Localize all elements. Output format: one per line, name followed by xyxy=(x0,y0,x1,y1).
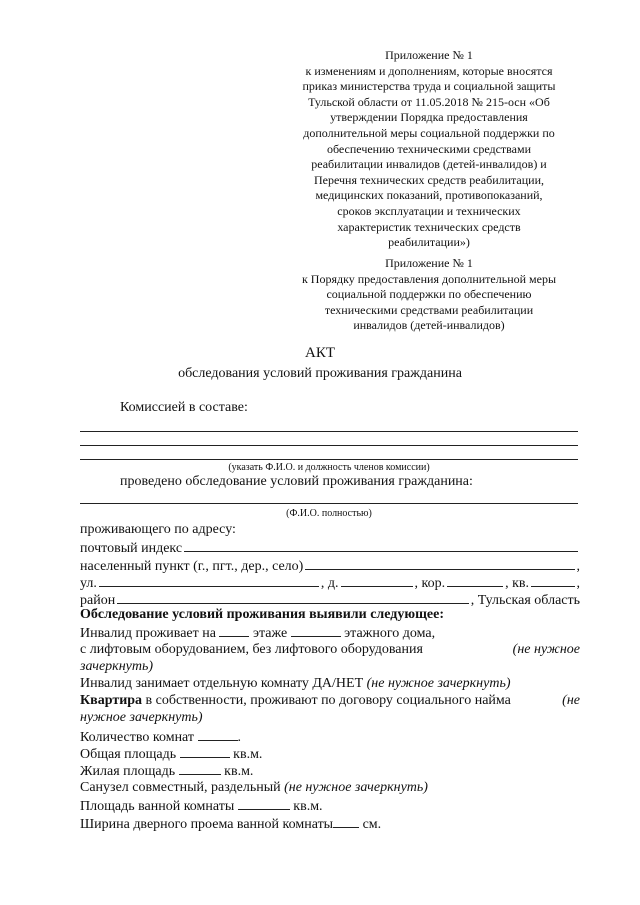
bathroom-text: Санузел совместный, раздельный xyxy=(80,780,281,795)
appendix-1-line: к изменениям и дополнениям, которые вносятся xyxy=(305,63,553,78)
fio-line[interactable] xyxy=(80,503,578,504)
living-area-label: Жилая площадь xyxy=(80,764,176,779)
postal-label: почтовый индекс xyxy=(80,541,183,556)
flat-bold: Квартира xyxy=(80,693,143,708)
appendix-1-line: медицинских показаний, противопоказаний, xyxy=(315,188,543,203)
floors-total-field[interactable] xyxy=(291,624,341,637)
rooms-count-row xyxy=(80,728,241,746)
door-width-row xyxy=(80,815,381,833)
appendix-2-block xyxy=(290,256,568,334)
appendix-1-block xyxy=(290,48,568,251)
commission-line-3[interactable] xyxy=(80,459,578,460)
street-field[interactable] xyxy=(99,574,319,587)
lift-text: с лифтовым оборудованием, без лифтового оборудования xyxy=(80,642,423,657)
appendix-1-line: Тульской области от 11.05.2018 № 215-осн «Об xyxy=(308,94,550,109)
street-row xyxy=(80,574,580,592)
appendix-1-line: дополнительной меры социальной поддержки по xyxy=(303,125,555,140)
region-label: , Тульская область xyxy=(470,593,580,608)
commission-line-1[interactable] xyxy=(80,431,578,432)
flat-field[interactable] xyxy=(531,574,574,587)
bath-area-label: Площадь ванной комнаты xyxy=(80,799,235,814)
flat-note xyxy=(562,693,580,709)
appendix-2-line: Приложение № 1 xyxy=(385,256,473,270)
house-label: , д. xyxy=(320,576,339,591)
building-field[interactable] xyxy=(447,574,503,587)
lift-note-text: (не нужное xyxy=(512,642,580,657)
floor-label-b: этаже xyxy=(252,626,288,641)
fio-caption: (Ф.И.О. полностью) xyxy=(286,508,372,519)
appendix-1-line: приказ министерства труда и социальной защиты xyxy=(302,79,556,94)
rooms-count-field[interactable] xyxy=(198,728,238,741)
floor-row xyxy=(80,624,435,642)
postal-row xyxy=(80,539,580,557)
living-area-field[interactable] xyxy=(179,762,221,775)
appendix-1-line: реабилитации») xyxy=(388,235,470,250)
appendix-2-line: социальной поддержки по обеспечению xyxy=(326,287,532,302)
flat-text: в собственности, проживают по договору социального найма xyxy=(145,693,511,708)
flat-ownership-row xyxy=(80,693,580,709)
total-area-unit: кв.м. xyxy=(233,747,263,762)
appendix-1-line: реабилитации инвалидов (детей-инвалидов) и xyxy=(311,157,547,172)
settlement-field[interactable] xyxy=(305,557,574,570)
house-field[interactable] xyxy=(341,574,413,587)
total-area-field[interactable] xyxy=(180,745,230,758)
appendix-2-line: к Порядку предоставления дополнительной меры xyxy=(301,271,557,286)
flat-note-cont xyxy=(80,710,203,726)
settlement-row xyxy=(80,557,580,575)
living-area-unit: кв.м. xyxy=(224,764,254,779)
bath-area-row xyxy=(80,797,323,815)
door-width-unit: см. xyxy=(362,817,382,832)
street-label: ул. xyxy=(80,576,97,591)
settlement-label: населенный пункт (г., пгт., дер., село) xyxy=(80,559,304,574)
appendix-1-line: Перечня технических средств реабилитации, xyxy=(313,172,545,187)
floor-label-c: этажного дома, xyxy=(344,626,436,641)
postal-field[interactable] xyxy=(184,539,578,552)
findings-heading-text: Обследование условий проживания выявили следующее: xyxy=(80,607,444,622)
flat-comma: , xyxy=(576,576,580,591)
floor-field[interactable] xyxy=(219,624,249,637)
total-area-label: Общая площадь xyxy=(80,747,177,762)
appendix-1-line: Приложение № 1 xyxy=(385,48,473,62)
lift-row xyxy=(80,642,580,658)
findings-heading xyxy=(80,607,444,623)
flat-note-cont-text: нужное зачеркнуть) xyxy=(80,710,203,725)
floor-label-a: Инвалид проживает на xyxy=(80,626,216,641)
total-area-row xyxy=(80,745,262,763)
room-text: Инвалид занимает отдельную комнату ДА/НЕТ xyxy=(80,676,364,691)
act-subtitle: обследования условий проживания гражданина xyxy=(178,366,462,381)
appendix-1-line: сроков эксплуатации и технических xyxy=(337,203,521,218)
room-row xyxy=(80,676,510,692)
flat-label: , кв. xyxy=(505,576,530,591)
district-label: район xyxy=(80,593,116,608)
living-area-row xyxy=(80,762,253,780)
appendix-1-line: утверждении Порядка предоставления xyxy=(330,110,528,125)
address-intro: проживающего по адресу: xyxy=(80,522,236,537)
bathroom-note: (не нужное зачеркнуть) xyxy=(284,780,428,795)
appendix-1-line: обеспечению техническими средствами xyxy=(326,141,532,156)
act-title: АКТ xyxy=(305,345,335,361)
door-width-field[interactable] xyxy=(333,815,359,828)
commission-label: Комиссией в составе: xyxy=(120,400,248,415)
bath-area-unit: кв.м. xyxy=(293,799,323,814)
commission-caption: (указать Ф.И.О. и должность членов комиссии) xyxy=(228,462,430,473)
commission-line-2[interactable] xyxy=(80,445,578,446)
appendix-2-line: техническими средствами реабилитации xyxy=(324,302,534,317)
door-width-label: Ширина дверного проема ванной комнаты xyxy=(80,817,334,832)
appendix-2-line: инвалидов (детей-инвалидов) xyxy=(353,318,505,333)
building-label: , кор. xyxy=(414,576,446,591)
rooms-count-label: Количество комнат xyxy=(80,730,195,745)
lift-note-cont xyxy=(80,659,153,675)
room-note: (не нужное зачеркнуть) xyxy=(366,676,511,691)
flat-note-text: (не xyxy=(562,693,580,708)
bath-area-field[interactable] xyxy=(238,797,290,810)
district-field[interactable] xyxy=(117,591,469,604)
rooms-count-period: . xyxy=(237,730,242,745)
appendix-1-line: характеристик технических средств xyxy=(337,219,521,234)
bathroom-row xyxy=(80,780,428,796)
lift-note-cont-text: зачеркнуть) xyxy=(80,659,154,674)
settlement-comma: , xyxy=(576,559,580,574)
lift-note xyxy=(513,642,580,658)
inspection-label: проведено обследование условий проживания гражданина: xyxy=(120,474,473,489)
